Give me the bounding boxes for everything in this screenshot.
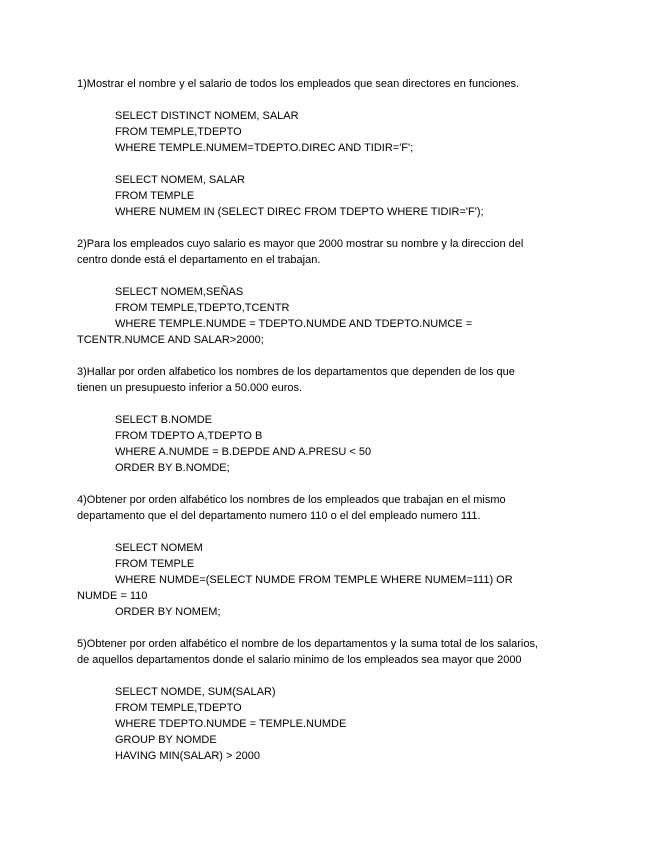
sql-line: WHERE TDEPTO.NUMDE = TEMPLE.NUMDE — [115, 718, 347, 730]
spacer — [77, 668, 577, 684]
sql-line: ORDER BY NOMEM; — [115, 606, 221, 618]
exercise-4 — [77, 492, 577, 636]
sql-line: WHERE A.NUMDE = B.DEPDE AND A.PRESU < 50 — [115, 446, 372, 458]
sql-line: FROM TEMPLE,TDEPTO — [115, 126, 242, 138]
exercise-3 — [77, 364, 577, 492]
question-line: centro donde está el departamento en el trabajan. — [77, 254, 321, 266]
question-line: de aquellos departamentos donde el salario minimo de los empleados sea mayor que 2000 — [77, 654, 522, 666]
question-line: 5)Obtener por orden alfabético el nombre de los departamentos y la suma total de los salarios, — [77, 638, 539, 650]
spacer — [77, 220, 577, 236]
sql-line: FROM TEMPLE,TDEPTO — [115, 702, 242, 714]
spacer — [77, 268, 577, 284]
exercise-list — [77, 76, 577, 764]
sql-line: SELECT NOMEM — [115, 542, 203, 554]
question-line: 3)Hallar por orden alfabetico los nombres de los departamentos que dependen de los que — [77, 366, 515, 378]
spacer — [77, 524, 577, 540]
sql-solution — [77, 172, 577, 220]
spacer — [77, 92, 577, 108]
sql-line: WHERE TEMPLE.NUMEM=TDEPTO.DIREC AND TIDIR='F'; — [115, 142, 414, 154]
question-line: tienen un presupuesto inferior a 50.000 euros. — [77, 382, 303, 394]
sql-solution — [77, 684, 577, 764]
sql-line: SELECT NOMEM,SEÑAS — [115, 286, 244, 298]
sql-line: WHERE NUMDE=(SELECT NUMDE FROM TEMPLE WHERE NUMEM=111) OR — [115, 574, 513, 586]
sql-line: ORDER BY B.NOMDE; — [115, 462, 230, 474]
question-line: 2)Para los empleados cuyo salario es mayor que 2000 mostrar su nombre y la direccion del — [77, 238, 524, 250]
exercise-1 — [77, 76, 577, 236]
sql-line: SELECT DISTINCT NOMEM, SALAR — [115, 110, 299, 122]
spacer — [77, 396, 577, 412]
sql-line: NUMDE = 110 — [77, 590, 148, 602]
sql-line: SELECT NOMDE, SUM(SALAR) — [115, 686, 276, 698]
spacer — [77, 156, 577, 172]
sql-solution — [77, 540, 577, 620]
sql-line: WHERE TEMPLE.NUMDE = TDEPTO.NUMDE AND TDEPTO.NUMCE = — [115, 318, 473, 330]
sql-solution — [77, 412, 577, 476]
spacer — [77, 476, 577, 492]
question-line: 4)Obtener por orden alfabético los nombres de los empleados que trabajan en el mismo — [77, 494, 506, 506]
sql-solution — [77, 284, 577, 348]
spacer — [77, 348, 577, 364]
sql-line: FROM TEMPLE — [115, 558, 195, 570]
sql-line: FROM TEMPLE,TDEPTO,TCENTR — [115, 302, 290, 314]
sql-line: FROM TEMPLE — [115, 190, 195, 202]
sql-line: SELECT NOMEM, SALAR — [115, 174, 245, 186]
sql-line: WHERE NUMEM IN (SELECT DIREC FROM TDEPTO WHERE TIDIR='F'); — [115, 206, 484, 218]
sql-line: FROM TDEPTO A,TDEPTO B — [115, 430, 263, 442]
exercise-2 — [77, 236, 577, 364]
sql-line: SELECT B.NOMDE — [115, 414, 212, 426]
spacer — [77, 620, 577, 636]
exercise-5 — [77, 636, 577, 764]
question-line: departamento que el del departamento numero 110 o el del empleado numero 111. — [77, 510, 481, 522]
sql-line: GROUP BY NOMDE — [115, 734, 217, 746]
sql-line: HAVING MIN(SALAR) > 2000 — [115, 750, 260, 762]
sql-solution — [77, 108, 577, 156]
question-line: 1)Mostrar el nombre y el salario de todos los empleados que sean directores en funciones. — [77, 78, 520, 90]
sql-line: TCENTR.NUMCE AND SALAR>2000; — [77, 334, 264, 346]
